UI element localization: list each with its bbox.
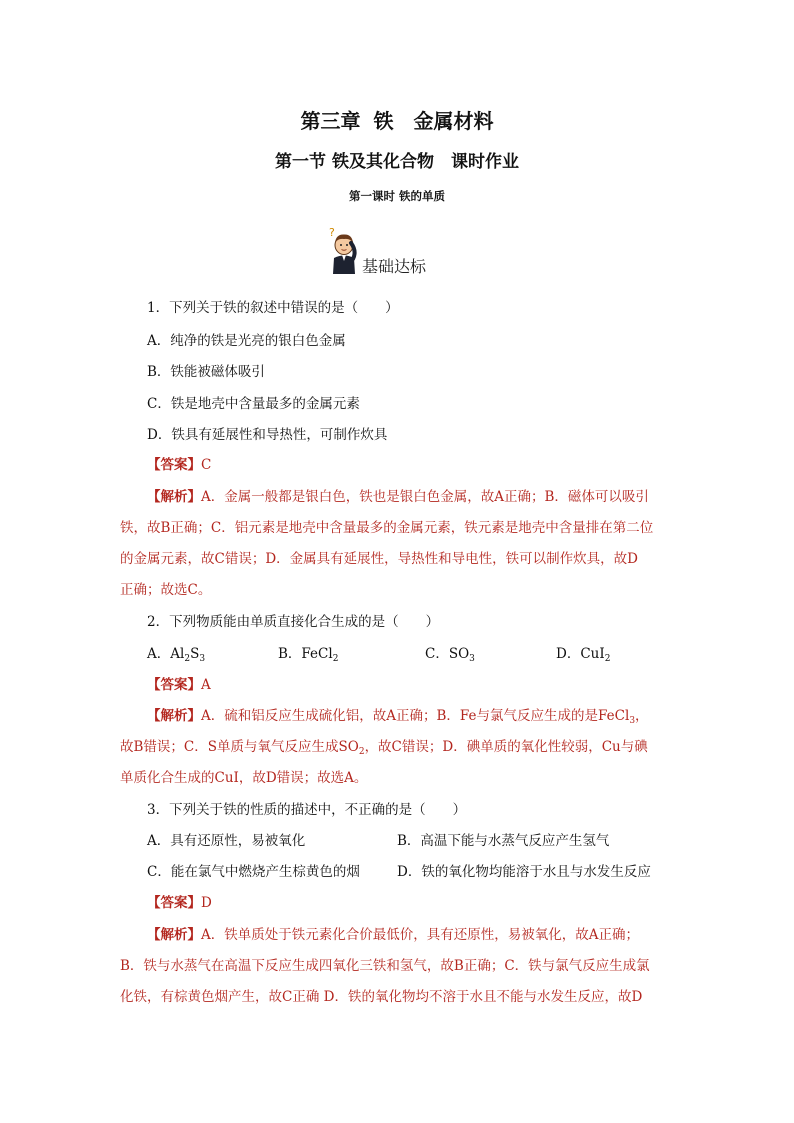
q1-answer-value: C xyxy=(201,457,212,473)
q1-analysis-line xyxy=(147,488,707,506)
analysis-tag: 【解析】 xyxy=(147,489,201,505)
q3-analysis-line: 化铁，有棕黄色烟产生，故C正确 D．铁的氧化物均不溶于水且不能与水发生反应，故D xyxy=(120,989,643,1005)
chapter-title: 第三章 铁 金属材料 xyxy=(300,109,494,133)
q3-answer-value: D xyxy=(201,895,212,911)
q3-answer xyxy=(147,894,707,912)
q2-analysis-line: 【解析】A．硫和铝反应生成硫化铝，故A正确；B．Fe与氯气反应生成的是FeCl$_3$， xyxy=(147,708,649,726)
answer-tag: 【答案】 xyxy=(147,895,201,911)
q2-analysis-line: 故B错误；C．S单质与氧气反应生成$SO_2$，故C错误；D．碘单质的氧化性较弱，Cu与碘 xyxy=(120,739,648,757)
q2-stem: 2．下列物质能由单质直接化合生成的是（ ） xyxy=(147,614,440,630)
q1-analysis-line: 的金属元素，故C错误；D．金属具有延展性，导热性和导电性，铁可以制作炊具，故D xyxy=(120,551,638,567)
q3-stem: 3．下列关于铁的性质的描述中，不正确的是（ ） xyxy=(147,802,467,818)
banner-label: 基础达标 xyxy=(362,257,427,276)
q1-analysis-text: A．金属一般都是银白色，铁也是银白色金属，故A正确；B．磁体可以吸引 xyxy=(201,489,649,505)
q2-option-a: A．$Al_2S_3$ xyxy=(147,646,206,664)
q1-analysis-line: 正确；故选C。 xyxy=(120,582,212,598)
q3-option-d: D．铁的氧化物均能溶于水且与水发生反应 xyxy=(397,864,651,880)
lesson-title: 第一课时 铁的单质 xyxy=(348,189,445,203)
answer-tag: 【答案】 xyxy=(147,457,201,473)
q1-option-d: D．铁具有延展性和导热性，可制作炊具 xyxy=(147,427,388,443)
q3-option-a: A．具有还原性，易被氧化 xyxy=(147,833,306,849)
q1-analysis-line: 铁，故B正确；C．铝元素是地壳中含量最多的金属元素，铁元素是地壳中含量排在第二位 xyxy=(120,520,654,536)
q2-option-d: D．CuI$_2$ xyxy=(556,646,611,664)
answer-tag: 【答案】 xyxy=(147,677,201,693)
q1-option-c: C．铁是地壳中含量最多的金属元素 xyxy=(147,396,360,412)
q1-option-a: A．纯净的铁是光亮的银白色金属 xyxy=(147,333,346,349)
q3-analysis-line: 【解析】A．铁单质处于铁元素化合价最低价，具有还原性，易被氧化，故A正确； xyxy=(147,927,639,943)
q2-answer-value: A xyxy=(201,677,211,693)
q2-option-c: C．$SO_3$ xyxy=(425,646,475,664)
thinking-student-icon xyxy=(326,225,362,275)
basic-practice-banner xyxy=(326,225,486,277)
analysis-tag: 【解析】 xyxy=(147,708,201,724)
svg-text:?: ? xyxy=(329,226,335,239)
q3-option-c: C．能在氯气中燃烧产生棕黄色的烟 xyxy=(147,864,360,880)
q3-option-b: B．高温下能与水蒸气反应产生氢气 xyxy=(397,833,610,849)
q2-answer xyxy=(147,676,707,694)
q1-option-b: B．铁能被磁体吸引 xyxy=(147,364,265,380)
analysis-tag: 【解析】 xyxy=(147,927,201,943)
section-title: 第一节 铁及其化合物 课时作业 xyxy=(275,152,519,172)
q3-analysis-line: B．铁与水蒸气在高温下反应生成四氧化三铁和氢气，故B正确；C．铁与氯气反应生成氯 xyxy=(120,958,650,974)
q2-option-b: B．FeCl$_2$ xyxy=(278,646,339,664)
q1-stem: 1．下列关于铁的叙述中错误的是（ ） xyxy=(147,300,399,316)
q1-answer xyxy=(147,456,707,474)
q2-analysis-line: 单质化合生成的CuI，故D错误；故选A。 xyxy=(120,770,368,786)
